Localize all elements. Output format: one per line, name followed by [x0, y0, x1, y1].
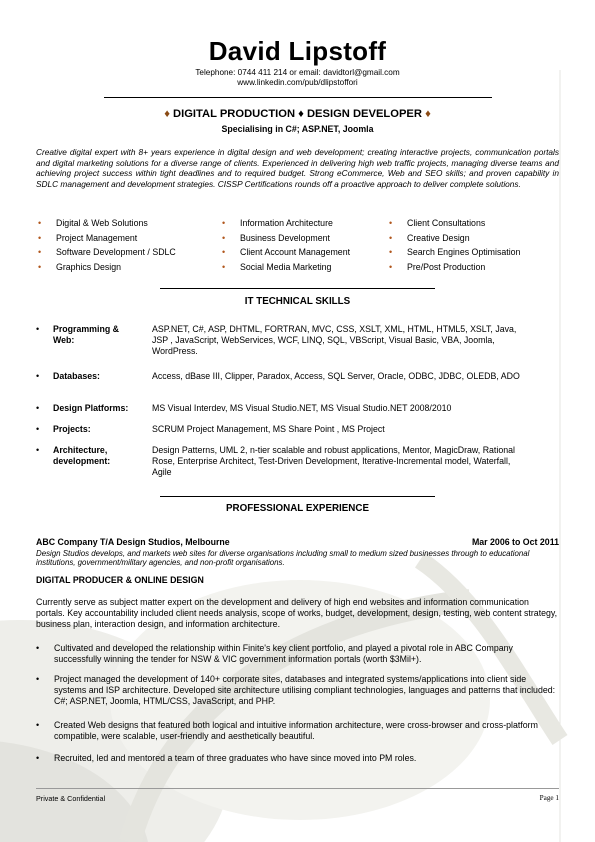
- profile-summary: Creative digital expert with 8+ years experience in digital design and web development; creating interactive projects, communication portals and digital marketing solutions for a diverse range of clients. Experienced in delivering high web traffic projects, managing diverse teams and achieving project success within tight deadlines and to required budget. Strong eCommerce, Web and SEO skills; and proven capability in SDLC management and development strategies. CISSP Certifications rounds off a proactive approach to deliver complete solutions.: [36, 147, 559, 189]
- skill-value: ASP.NET, C#, ASP, DHTML, FORTRAN, MVC, CSS, XSLT, XML, HTML, HTML5, XSLT, Java, JSP , JavaScript, WebServices, WCF, LINQ, SQL, VBScript, Visual Basic, VBA, Joomla, WordPress.: [152, 324, 517, 356]
- skill-value: SCRUM Project Management, MS Share Point , MS Project: [152, 424, 385, 434]
- bullet-icon: •: [36, 403, 40, 413]
- bullet-icon: •: [222, 232, 226, 243]
- bullet-icon: •: [389, 262, 393, 273]
- key-skill-item: • Client Account Management: [222, 245, 350, 260]
- key-skill-item: • Search Engines Optimisation: [389, 245, 520, 260]
- confidential-label: Private & Confidential: [36, 794, 106, 803]
- headline-title: [0, 108, 595, 121]
- company-description: Design Studios develops, and markets web sites for diverse organisations including small to medium sized businesses through to educational institutions, government/military agencies, and non-profit organisations.: [36, 549, 530, 568]
- bullet-icon: •: [36, 643, 40, 653]
- section-divider: [160, 288, 435, 289]
- job-dates: Mar 2006 to Oct 2011: [471, 537, 559, 547]
- bullet-icon: •: [38, 262, 42, 273]
- section-divider: [160, 496, 435, 497]
- key-skills-column: [222, 216, 350, 275]
- skill-label: Design Platforms:: [53, 403, 129, 413]
- key-skill-item: • Graphics Design: [38, 260, 176, 275]
- role-intro: Currently serve as subject matter expert on the development and delivery of high end websites and information communication portals. Key accountability included client needs analysis, scope of works, budget, development, design, testing, web content strategy, business plan, interaction design, and information architecture.: [36, 597, 558, 629]
- skill-value: Access, dBase III, Clipper, Paradox, Access, SQL Server, Oracle, ODBC, JDBC, OLEDB, ADO: [152, 371, 520, 381]
- linkedin-url[interactable]: www.linkedin.com/pub/dlipstoffori: [237, 78, 358, 87]
- key-skill-item: • Digital & Web Solutions: [38, 216, 176, 231]
- key-skill-item: • Pre/Post Production: [389, 260, 520, 275]
- achievement-text: Project managed the development of 140+ corporate sites, databases and integrated systems/applications into client side systems and ISP architecture. Developed site architecture utilising compliant technologies, languages and patterns that included: C#; ASP.NET, Joomla, HTML/CSS, JavaScript, and PHP.: [54, 674, 556, 706]
- experience-heading: PROFESSIONAL EXPERIENCE: [226, 503, 369, 514]
- bullet-icon: •: [36, 424, 40, 434]
- skill-label: Databases:: [53, 371, 100, 381]
- header-divider: [104, 97, 492, 98]
- bullet-icon: •: [38, 247, 42, 258]
- headline-subtitle: Specialising in C#; ASP.NET, Joomla: [221, 124, 374, 134]
- contact-line: Telephone: 0744 411 214 or email: davidtorl@gmail.com: [195, 68, 400, 77]
- key-skill-item: • Creative Design: [389, 231, 520, 246]
- bullet-icon: •: [36, 753, 40, 763]
- key-skill-item: • Project Management: [38, 231, 176, 246]
- key-skill-item: • Social Media Marketing: [222, 260, 350, 275]
- bullet-icon: •: [222, 218, 226, 228]
- achievement-text: Recruited, led and mentored a team of three graduates who have since moved into PM roles.: [54, 753, 417, 763]
- bullet-icon: •: [38, 218, 42, 228]
- key-skill-item: • Information Architecture: [222, 216, 350, 231]
- bullet-icon: •: [36, 674, 40, 684]
- key-skill-item: • Business Development: [222, 231, 350, 246]
- diamond-icon: ♦: [425, 108, 431, 120]
- bullet-icon: •: [222, 262, 226, 273]
- it-skills-heading: IT TECHNICAL SKILLS: [244, 296, 351, 307]
- skill-label: Projects:: [53, 424, 91, 434]
- candidate-name: David Lipstoff: [208, 36, 387, 66]
- bullet-icon: •: [389, 247, 393, 258]
- skill-value: MS Visual Interdev, MS Visual Studio.NET, MS Visual Studio.NET 2008/2010: [152, 403, 452, 413]
- job-header: [36, 537, 559, 548]
- bullet-icon: •: [36, 445, 40, 455]
- key-skills-column: [389, 216, 520, 275]
- skill-label: Programming & Web:: [53, 324, 119, 345]
- diamond-icon: ♦: [164, 108, 170, 120]
- achievement-text: Created Web designs that featured both logical and intuitive information architecture, were cross-browser and cross-platform compatible, were scalable, user-friendly and aesthetically beautiful.: [54, 720, 538, 741]
- skill-label: Architecture, development:: [53, 445, 111, 466]
- bullet-icon: •: [36, 324, 40, 334]
- bullet-icon: •: [38, 232, 42, 243]
- bullet-icon: •: [222, 247, 226, 258]
- footer-divider: [36, 788, 559, 789]
- bullet-icon: •: [36, 371, 40, 381]
- job-role: DIGITAL PRODUCER & ONLINE DESIGN: [36, 575, 204, 585]
- company-name: ABC Company T/A Design Studios, Melbourne: [36, 537, 230, 547]
- bullet-icon: •: [36, 720, 40, 730]
- page-number: Page 1: [539, 794, 559, 802]
- bullet-icon: •: [389, 232, 393, 243]
- key-skills-column: [38, 216, 176, 275]
- key-skill-item: • Software Development / SDLC: [38, 245, 176, 260]
- achievement-text: Cultivated and developed the relationship within Finite's key client portfolio, and played a pivotal role in ABC Company successfully winning the tender for NSW & VIC government information portals (worth $3Mil+).: [54, 643, 513, 664]
- key-skill-item: • Client Consultations: [389, 216, 520, 231]
- headline-text: DIGITAL PRODUCTION ♦ DESIGN DEVELOPER: [173, 108, 422, 120]
- skill-value: Design Patterns, UML 2, n-tier scalable and robust applications, Mentor, MagicDraw, Rational Rose, Enterprise Architect, Test-Driven Development, Iterative-Incremental model, Waterfall, Agile: [152, 445, 515, 477]
- page-footer: [36, 794, 559, 803]
- bullet-icon: •: [389, 218, 393, 228]
